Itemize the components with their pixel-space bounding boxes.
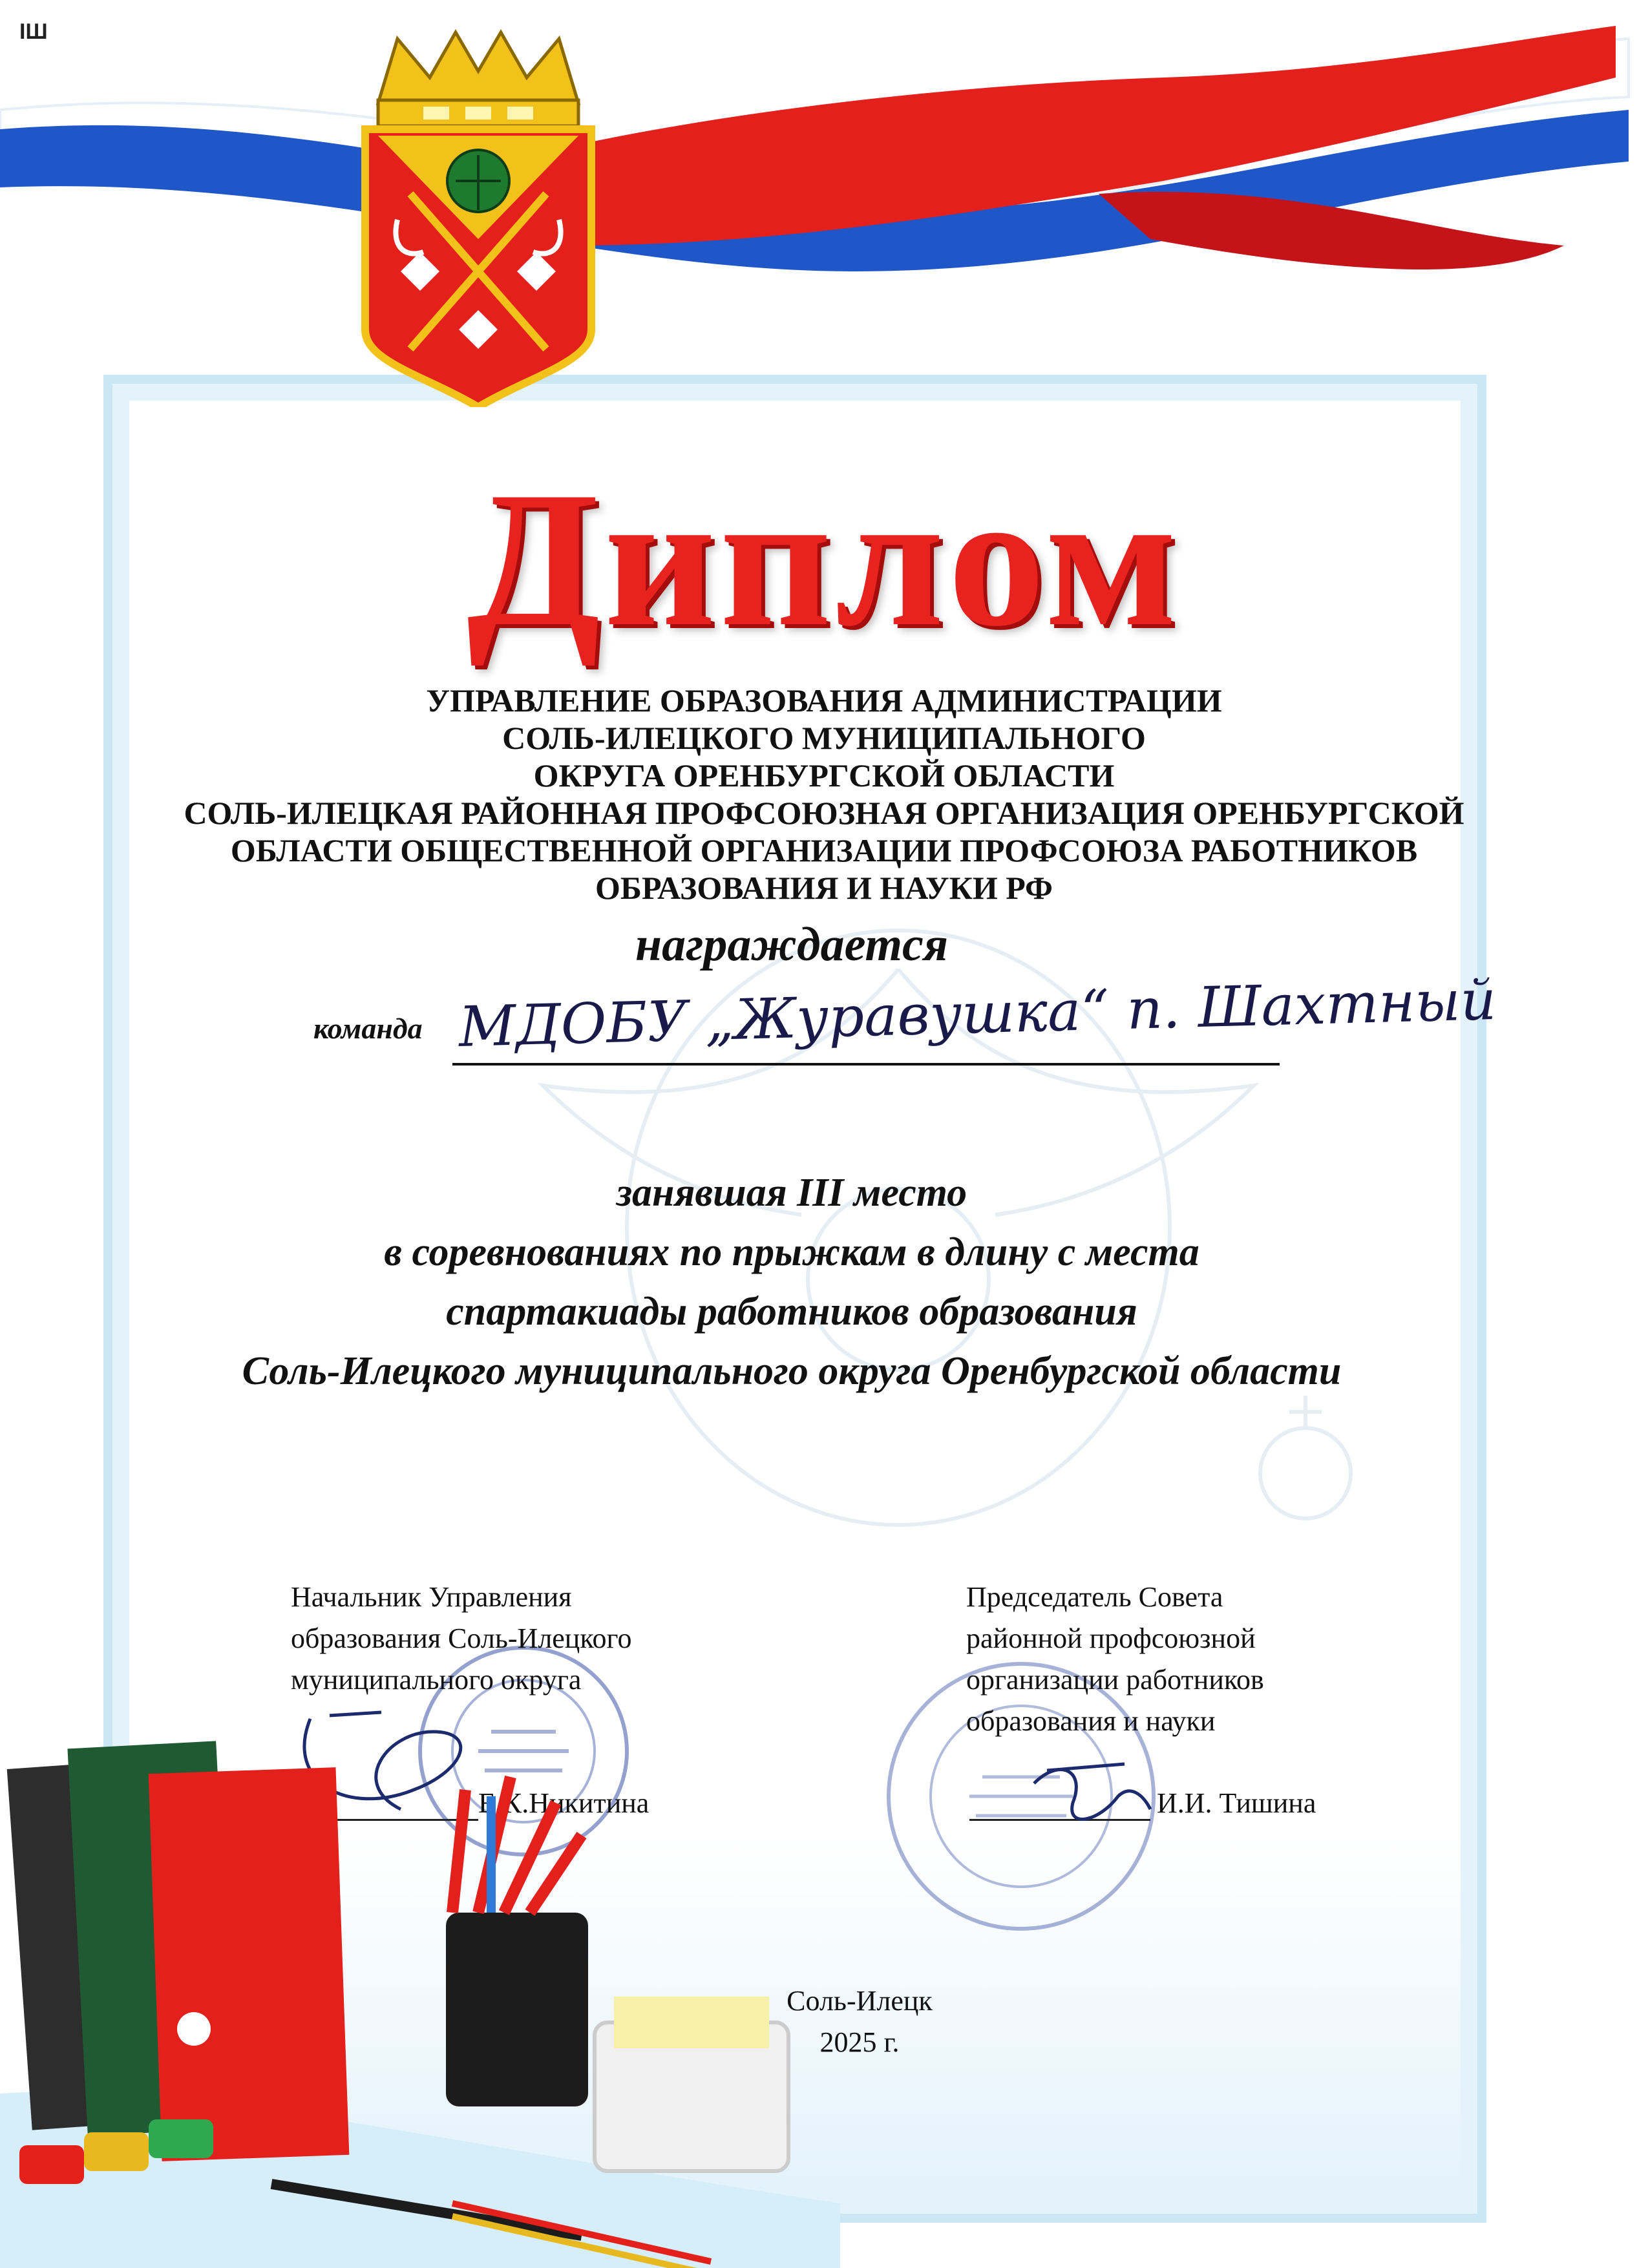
position-line: Начальник Управления xyxy=(291,1581,572,1613)
position-line: муниципального округа xyxy=(291,1664,582,1696)
position-line: организации работников xyxy=(966,1664,1264,1696)
team-name-handwritten: МДОБУ „Журавушка“ п. Шахтный xyxy=(458,967,1497,1060)
team-underline xyxy=(452,1063,1280,1066)
position-line: Председатель Совета xyxy=(966,1581,1223,1613)
signatory-right-name: И.И. Тишина xyxy=(1157,1787,1316,1819)
position-line: образования и науки xyxy=(966,1705,1216,1737)
issuer-line: ОБРАЗОВАНИЯ И НАУКИ РФ xyxy=(595,870,1053,906)
coat-of-arms-icon xyxy=(352,26,604,407)
office-supplies-icon xyxy=(0,1693,840,2268)
year: 2025 г. xyxy=(819,2026,900,2058)
position-line: образования Соль-Илецкого xyxy=(291,1622,632,1654)
corner-mark: IШ xyxy=(19,19,48,44)
team-label: команда xyxy=(313,1012,423,1045)
issuer-line: ОКРУГА ОРЕНБУРГСКОЙ ОБЛАСТИ xyxy=(533,757,1115,793)
diploma-title: Диплом xyxy=(467,452,1181,666)
signatory-right-position xyxy=(966,1577,1315,1742)
issuer-line: ОБЛАСТИ ОБЩЕСТВЕННОЙ ОРГАНИЗАЦИИ ПРОФСОЮЗА РАБОТНИКОВ xyxy=(230,832,1418,868)
issuer-line: СОЛЬ-ИЛЕЦКАЯ РАЙОННАЯ ПРОФСОЮЗНАЯ ОРГАНИЗАЦИЯ ОРЕНБУРГСКОЙ xyxy=(184,795,1464,831)
awarded-heading: награждается xyxy=(635,918,948,971)
position-line: районной профсоюзной xyxy=(966,1622,1256,1654)
issuer-line: СОЛЬ-ИЛЕЦКОГО МУНИЦИПАЛЬНОГО xyxy=(502,720,1146,756)
issuer-line: УПРАВЛЕНИЕ ОБРАЗОВАНИЯ АДМИНИСТРАЦИИ xyxy=(426,682,1222,719)
achievement-line: в соревнованиях по прыжкам в длину с места xyxy=(384,1230,1199,1274)
signatory-left-name: Е.К.Никитина xyxy=(478,1787,650,1819)
achievement-line: занявшая III место xyxy=(616,1171,967,1215)
signature-scribble-icon xyxy=(1021,1745,1163,1842)
city: Соль-Илецк xyxy=(787,1985,933,2017)
achievement-line: Соль-Илецкого муниципального округа Оренбургской области xyxy=(242,1349,1342,1393)
achievement-block xyxy=(129,1163,1454,1401)
ribbon-flag-icon xyxy=(0,0,1648,414)
issuer-block xyxy=(162,682,1486,907)
signatory-left-position xyxy=(291,1577,631,1701)
achievement-line: спартакиады работников образования xyxy=(446,1290,1137,1334)
